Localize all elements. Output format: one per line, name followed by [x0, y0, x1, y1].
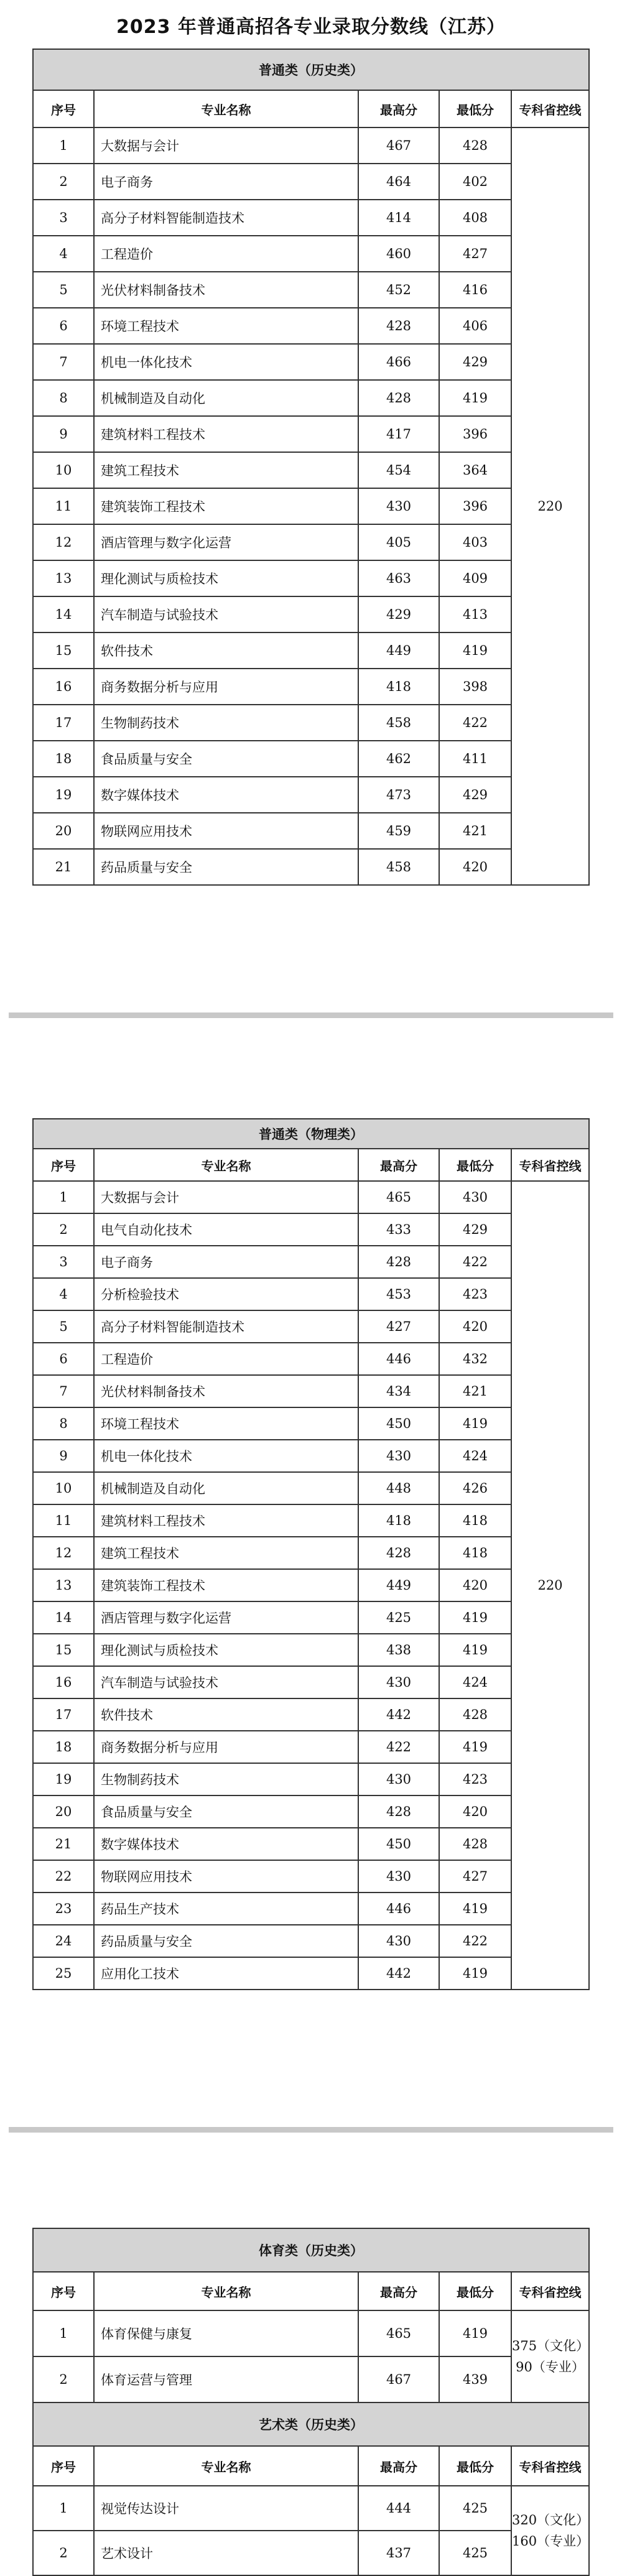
- min-score: 422: [439, 1246, 511, 1278]
- major-name: 软件技术: [94, 1698, 358, 1731]
- min-score: 427: [439, 1860, 511, 1893]
- max-score: 465: [358, 2310, 439, 2356]
- max-score: 442: [358, 1957, 439, 1990]
- major-name: 环境工程技术: [94, 1407, 358, 1440]
- row-number: 2: [33, 2356, 94, 2402]
- max-score: 428: [358, 1795, 439, 1828]
- max-score: 422: [358, 1731, 439, 1763]
- row-number: 5: [33, 1310, 94, 1343]
- min-score: 424: [439, 1440, 511, 1472]
- category-title: 体育类（历史类）: [33, 2228, 589, 2272]
- row-number: 23: [33, 1893, 94, 1925]
- table-row: [33, 524, 589, 560]
- min-score: 420: [439, 1569, 511, 1601]
- col-header-control: 专科省控线: [511, 90, 589, 127]
- table-row: [33, 1440, 589, 1472]
- table-row: [33, 236, 589, 272]
- control-line: [511, 127, 589, 885]
- min-score: 409: [439, 560, 511, 596]
- min-score: 418: [439, 1504, 511, 1537]
- min-score: 421: [439, 813, 511, 849]
- table-row: [33, 488, 589, 524]
- major-name: 食品质量与安全: [94, 741, 358, 777]
- max-score: 429: [358, 596, 439, 632]
- table-row: [33, 344, 589, 380]
- min-score: 419: [439, 1407, 511, 1440]
- row-number: 13: [33, 1569, 94, 1601]
- row-number: 16: [33, 1666, 94, 1698]
- col-header-min: 最低分: [439, 2272, 511, 2310]
- table-row: [33, 1957, 589, 1990]
- table-row: [33, 741, 589, 777]
- min-score: 428: [439, 1828, 511, 1860]
- max-score: 467: [358, 2356, 439, 2402]
- table-row: [33, 1828, 589, 1860]
- min-score: 423: [439, 1763, 511, 1795]
- min-score: 439: [439, 2356, 511, 2402]
- row-number: 2: [33, 164, 94, 200]
- row-number: 19: [33, 777, 94, 813]
- table-row: [33, 416, 589, 452]
- table-row: [33, 1601, 589, 1634]
- major-name: 应用化工技术: [94, 1957, 358, 1990]
- row-number: 20: [33, 813, 94, 849]
- row-number: 17: [33, 705, 94, 741]
- row-number: 18: [33, 1731, 94, 1763]
- min-score: 429: [439, 1213, 511, 1246]
- min-score: 398: [439, 669, 511, 705]
- major-name: 建筑材料工程技术: [94, 1504, 358, 1537]
- major-name: 电子商务: [94, 164, 358, 200]
- row-number: 15: [33, 632, 94, 669]
- major-name: 建筑装饰工程技术: [94, 1569, 358, 1601]
- control-line: [511, 1181, 589, 1990]
- max-score: 444: [358, 2486, 439, 2531]
- row-number: 10: [33, 452, 94, 488]
- min-score: 421: [439, 1375, 511, 1407]
- score-table-physics: [32, 1118, 590, 1990]
- row-number: 1: [33, 1181, 94, 1213]
- col-header-name: 专业名称: [94, 2446, 358, 2486]
- min-score: 427: [439, 236, 511, 272]
- table-row: [33, 1246, 589, 1278]
- min-score: 419: [439, 1634, 511, 1666]
- major-name: 汽车制造与试验技术: [94, 596, 358, 632]
- major-name: 高分子材料智能制造技术: [94, 200, 358, 236]
- min-score: 419: [439, 2310, 511, 2356]
- min-score: 403: [439, 524, 511, 560]
- table-row: [33, 1731, 589, 1763]
- row-number: 25: [33, 1957, 94, 1990]
- min-score: 419: [439, 1601, 511, 1634]
- major-name: 酒店管理与数字化运营: [94, 1601, 358, 1634]
- row-number: 1: [33, 2310, 94, 2356]
- max-score: 467: [358, 127, 439, 164]
- table-row: [33, 1893, 589, 1925]
- major-name: 建筑工程技术: [94, 452, 358, 488]
- max-score: 414: [358, 200, 439, 236]
- control-line-value: 90（专业）: [516, 2360, 585, 2374]
- major-name: 机械制造及自动化: [94, 380, 358, 416]
- min-score: 425: [439, 2486, 511, 2531]
- major-name: 光伏材料制备技术: [94, 272, 358, 308]
- major-name: 酒店管理与数字化运营: [94, 524, 358, 560]
- table-row: [33, 2531, 589, 2575]
- major-name: 食品质量与安全: [94, 1795, 358, 1828]
- row-number: 2: [33, 2531, 94, 2575]
- category-title: 艺术类（历史类）: [33, 2402, 589, 2446]
- category-title: 普通类（历史类）: [33, 49, 589, 90]
- table-row: [33, 1537, 589, 1569]
- min-score: 406: [439, 308, 511, 344]
- row-number: 7: [33, 344, 94, 380]
- min-score: 416: [439, 272, 511, 308]
- category-title: 普通类（物理类）: [33, 1119, 589, 1149]
- major-name: 机电一体化技术: [94, 1440, 358, 1472]
- major-name: 药品质量与安全: [94, 1925, 358, 1957]
- table-row: [33, 813, 589, 849]
- table-row: [33, 1343, 589, 1375]
- major-name: 大数据与会计: [94, 1181, 358, 1213]
- max-score: 430: [358, 1860, 439, 1893]
- col-header-max: 最高分: [358, 2272, 439, 2310]
- major-name: 电气自动化技术: [94, 1213, 358, 1246]
- max-score: 454: [358, 452, 439, 488]
- row-number: 12: [33, 524, 94, 560]
- col-header-min: 最低分: [439, 2446, 511, 2486]
- page-title: 2023 年普通高招各专业录取分数线（江苏）: [116, 16, 506, 38]
- max-score: 434: [358, 1375, 439, 1407]
- table-row: [33, 1634, 589, 1666]
- max-score: 428: [358, 1246, 439, 1278]
- col-header-no: 序号: [33, 1149, 94, 1181]
- table-row: [33, 1666, 589, 1698]
- table-row: [33, 1213, 589, 1246]
- major-name: 工程造价: [94, 236, 358, 272]
- table-row: [33, 164, 589, 200]
- min-score: 408: [439, 200, 511, 236]
- min-score: 420: [439, 849, 511, 885]
- row-number: 6: [33, 1343, 94, 1375]
- min-score: 423: [439, 1278, 511, 1310]
- control-line: [511, 2486, 589, 2575]
- max-score: 430: [358, 488, 439, 524]
- major-name: 数字媒体技术: [94, 777, 358, 813]
- major-name: 理化测试与质检技术: [94, 560, 358, 596]
- table-row: [33, 1181, 589, 1213]
- table-row: [33, 1310, 589, 1343]
- col-header-max: 最高分: [358, 1149, 439, 1181]
- major-name: 建筑工程技术: [94, 1537, 358, 1569]
- min-score: 422: [439, 705, 511, 741]
- min-score: 396: [439, 416, 511, 452]
- table-row: [33, 1504, 589, 1537]
- major-name: 环境工程技术: [94, 308, 358, 344]
- table-row: [33, 777, 589, 813]
- max-score: 430: [358, 1440, 439, 1472]
- row-number: 14: [33, 596, 94, 632]
- row-number: 8: [33, 380, 94, 416]
- max-score: 458: [358, 705, 439, 741]
- min-score: 402: [439, 164, 511, 200]
- table-row: [33, 1407, 589, 1440]
- major-name: 艺术设计: [94, 2531, 358, 2575]
- table-row: [33, 1698, 589, 1731]
- min-score: 419: [439, 1957, 511, 1990]
- max-score: 427: [358, 1310, 439, 1343]
- row-number: 16: [33, 669, 94, 705]
- table-row: [33, 1569, 589, 1601]
- max-score: 425: [358, 1601, 439, 1634]
- section-divider: [9, 1012, 613, 1018]
- major-name: 生物制药技术: [94, 1763, 358, 1795]
- major-name: 商务数据分析与应用: [94, 669, 358, 705]
- major-name: 高分子材料智能制造技术: [94, 1310, 358, 1343]
- row-number: 17: [33, 1698, 94, 1731]
- table-row: [33, 632, 589, 669]
- row-number: 9: [33, 416, 94, 452]
- min-score: 396: [439, 488, 511, 524]
- max-score: 430: [358, 1925, 439, 1957]
- max-score: 446: [358, 1893, 439, 1925]
- col-header-max: 最高分: [358, 90, 439, 127]
- max-score: 465: [358, 1181, 439, 1213]
- table-row: [33, 1860, 589, 1893]
- major-name: 理化测试与质检技术: [94, 1634, 358, 1666]
- table-row: [33, 2486, 589, 2531]
- major-name: 建筑装饰工程技术: [94, 488, 358, 524]
- min-score: 425: [439, 2531, 511, 2575]
- max-score: 428: [358, 380, 439, 416]
- score-table-special: [32, 2228, 590, 2576]
- row-number: 19: [33, 1763, 94, 1795]
- max-score: 438: [358, 1634, 439, 1666]
- control-line-value: 320（文化）: [512, 2513, 590, 2527]
- max-score: 460: [358, 236, 439, 272]
- table-row: [33, 669, 589, 705]
- table-row: [33, 1763, 589, 1795]
- col-header-no: 序号: [33, 2272, 94, 2310]
- max-score: 433: [358, 1213, 439, 1246]
- row-number: 24: [33, 1925, 94, 1957]
- max-score: 453: [358, 1278, 439, 1310]
- row-number: 8: [33, 1407, 94, 1440]
- table-row: [33, 1472, 589, 1504]
- max-score: 473: [358, 777, 439, 813]
- major-name: 软件技术: [94, 632, 358, 669]
- max-score: 405: [358, 524, 439, 560]
- table-row: [33, 452, 589, 488]
- col-header-name: 专业名称: [94, 90, 358, 127]
- table-row: [33, 380, 589, 416]
- major-name: 药品质量与安全: [94, 849, 358, 885]
- max-score: 450: [358, 1828, 439, 1860]
- max-score: 437: [358, 2531, 439, 2575]
- max-score: 450: [358, 1407, 439, 1440]
- min-score: 420: [439, 1795, 511, 1828]
- row-number: 5: [33, 272, 94, 308]
- max-score: 430: [358, 1763, 439, 1795]
- col-header-min: 最低分: [439, 1149, 511, 1181]
- table-row: [33, 1925, 589, 1957]
- min-score: 428: [439, 1698, 511, 1731]
- max-score: 448: [358, 1472, 439, 1504]
- table-row: [33, 272, 589, 308]
- row-number: 6: [33, 308, 94, 344]
- min-score: 432: [439, 1343, 511, 1375]
- max-score: 446: [358, 1343, 439, 1375]
- control-line: [511, 2310, 589, 2402]
- row-number: 1: [33, 2486, 94, 2531]
- major-name: 电子商务: [94, 1246, 358, 1278]
- max-score: 466: [358, 344, 439, 380]
- table-row: [33, 849, 589, 885]
- major-name: 体育运营与管理: [94, 2356, 358, 2402]
- min-score: 428: [439, 127, 511, 164]
- min-score: 419: [439, 1731, 511, 1763]
- control-line-value: 375（文化）: [512, 2338, 590, 2353]
- max-score: 428: [358, 1537, 439, 1569]
- table-row: [33, 1278, 589, 1310]
- col-header-name: 专业名称: [94, 1149, 358, 1181]
- row-number: 10: [33, 1472, 94, 1504]
- major-name: 机械制造及自动化: [94, 1472, 358, 1504]
- max-score: 462: [358, 741, 439, 777]
- row-number: 4: [33, 1278, 94, 1310]
- row-number: 4: [33, 236, 94, 272]
- row-number: 15: [33, 1634, 94, 1666]
- major-name: 物联网应用技术: [94, 813, 358, 849]
- control-line-value: 160（专业）: [512, 2534, 590, 2549]
- col-header-min: 最低分: [439, 90, 511, 127]
- row-number: 13: [33, 560, 94, 596]
- col-header-no: 序号: [33, 2446, 94, 2486]
- col-header-max: 最高分: [358, 2446, 439, 2486]
- max-score: 449: [358, 632, 439, 669]
- control-line-value: 220: [537, 499, 563, 514]
- min-score: 413: [439, 596, 511, 632]
- major-name: 体育保健与康复: [94, 2310, 358, 2356]
- row-number: 22: [33, 1860, 94, 1893]
- row-number: 7: [33, 1375, 94, 1407]
- section-divider: [9, 2127, 613, 2133]
- score-table-history: [32, 49, 590, 886]
- row-number: 18: [33, 741, 94, 777]
- min-score: 419: [439, 632, 511, 669]
- major-name: 大数据与会计: [94, 127, 358, 164]
- col-header-control: 专科省控线: [511, 1149, 589, 1181]
- row-number: 14: [33, 1601, 94, 1634]
- table-row: [33, 705, 589, 741]
- max-score: 417: [358, 416, 439, 452]
- major-name: 视觉传达设计: [94, 2486, 358, 2531]
- table-row: [33, 1375, 589, 1407]
- min-score: 411: [439, 741, 511, 777]
- table-row: [33, 127, 589, 164]
- min-score: 419: [439, 1893, 511, 1925]
- col-header-control: 专科省控线: [511, 2446, 589, 2486]
- major-name: 分析检验技术: [94, 1278, 358, 1310]
- major-name: 建筑材料工程技术: [94, 416, 358, 452]
- row-number: 3: [33, 1246, 94, 1278]
- major-name: 汽车制造与试验技术: [94, 1666, 358, 1698]
- max-score: 428: [358, 308, 439, 344]
- major-name: 生物制药技术: [94, 705, 358, 741]
- row-number: 1: [33, 127, 94, 164]
- max-score: 459: [358, 813, 439, 849]
- max-score: 452: [358, 272, 439, 308]
- row-number: 21: [33, 849, 94, 885]
- row-number: 2: [33, 1213, 94, 1246]
- min-score: 364: [439, 452, 511, 488]
- max-score: 464: [358, 164, 439, 200]
- row-number: 11: [33, 1504, 94, 1537]
- min-score: 420: [439, 1310, 511, 1343]
- max-score: 430: [358, 1666, 439, 1698]
- major-name: 数字媒体技术: [94, 1828, 358, 1860]
- max-score: 449: [358, 1569, 439, 1601]
- table-row: [33, 2310, 589, 2356]
- min-score: 419: [439, 380, 511, 416]
- major-name: 工程造价: [94, 1343, 358, 1375]
- min-score: 426: [439, 1472, 511, 1504]
- max-score: 418: [358, 1504, 439, 1537]
- col-header-control: 专科省控线: [511, 2272, 589, 2310]
- max-score: 463: [358, 560, 439, 596]
- major-name: 商务数据分析与应用: [94, 1731, 358, 1763]
- col-header-name: 专业名称: [94, 2272, 358, 2310]
- table-row: [33, 1795, 589, 1828]
- control-line-value: 220: [537, 1578, 563, 1593]
- major-name: 光伏材料制备技术: [94, 1375, 358, 1407]
- row-number: 12: [33, 1537, 94, 1569]
- min-score: 422: [439, 1925, 511, 1957]
- max-score: 442: [358, 1698, 439, 1731]
- min-score: 424: [439, 1666, 511, 1698]
- major-name: 药品生产技术: [94, 1893, 358, 1925]
- min-score: 418: [439, 1537, 511, 1569]
- major-name: 机电一体化技术: [94, 344, 358, 380]
- col-header-no: 序号: [33, 90, 94, 127]
- row-number: 3: [33, 200, 94, 236]
- min-score: 429: [439, 344, 511, 380]
- row-number: 20: [33, 1795, 94, 1828]
- min-score: 429: [439, 777, 511, 813]
- table-row: [33, 200, 589, 236]
- row-number: 9: [33, 1440, 94, 1472]
- row-number: 11: [33, 488, 94, 524]
- max-score: 458: [358, 849, 439, 885]
- table-row: [33, 2356, 589, 2402]
- table-row: [33, 560, 589, 596]
- row-number: 21: [33, 1828, 94, 1860]
- major-name: 物联网应用技术: [94, 1860, 358, 1893]
- table-row: [33, 308, 589, 344]
- min-score: 430: [439, 1181, 511, 1213]
- max-score: 418: [358, 669, 439, 705]
- table-row: [33, 596, 589, 632]
